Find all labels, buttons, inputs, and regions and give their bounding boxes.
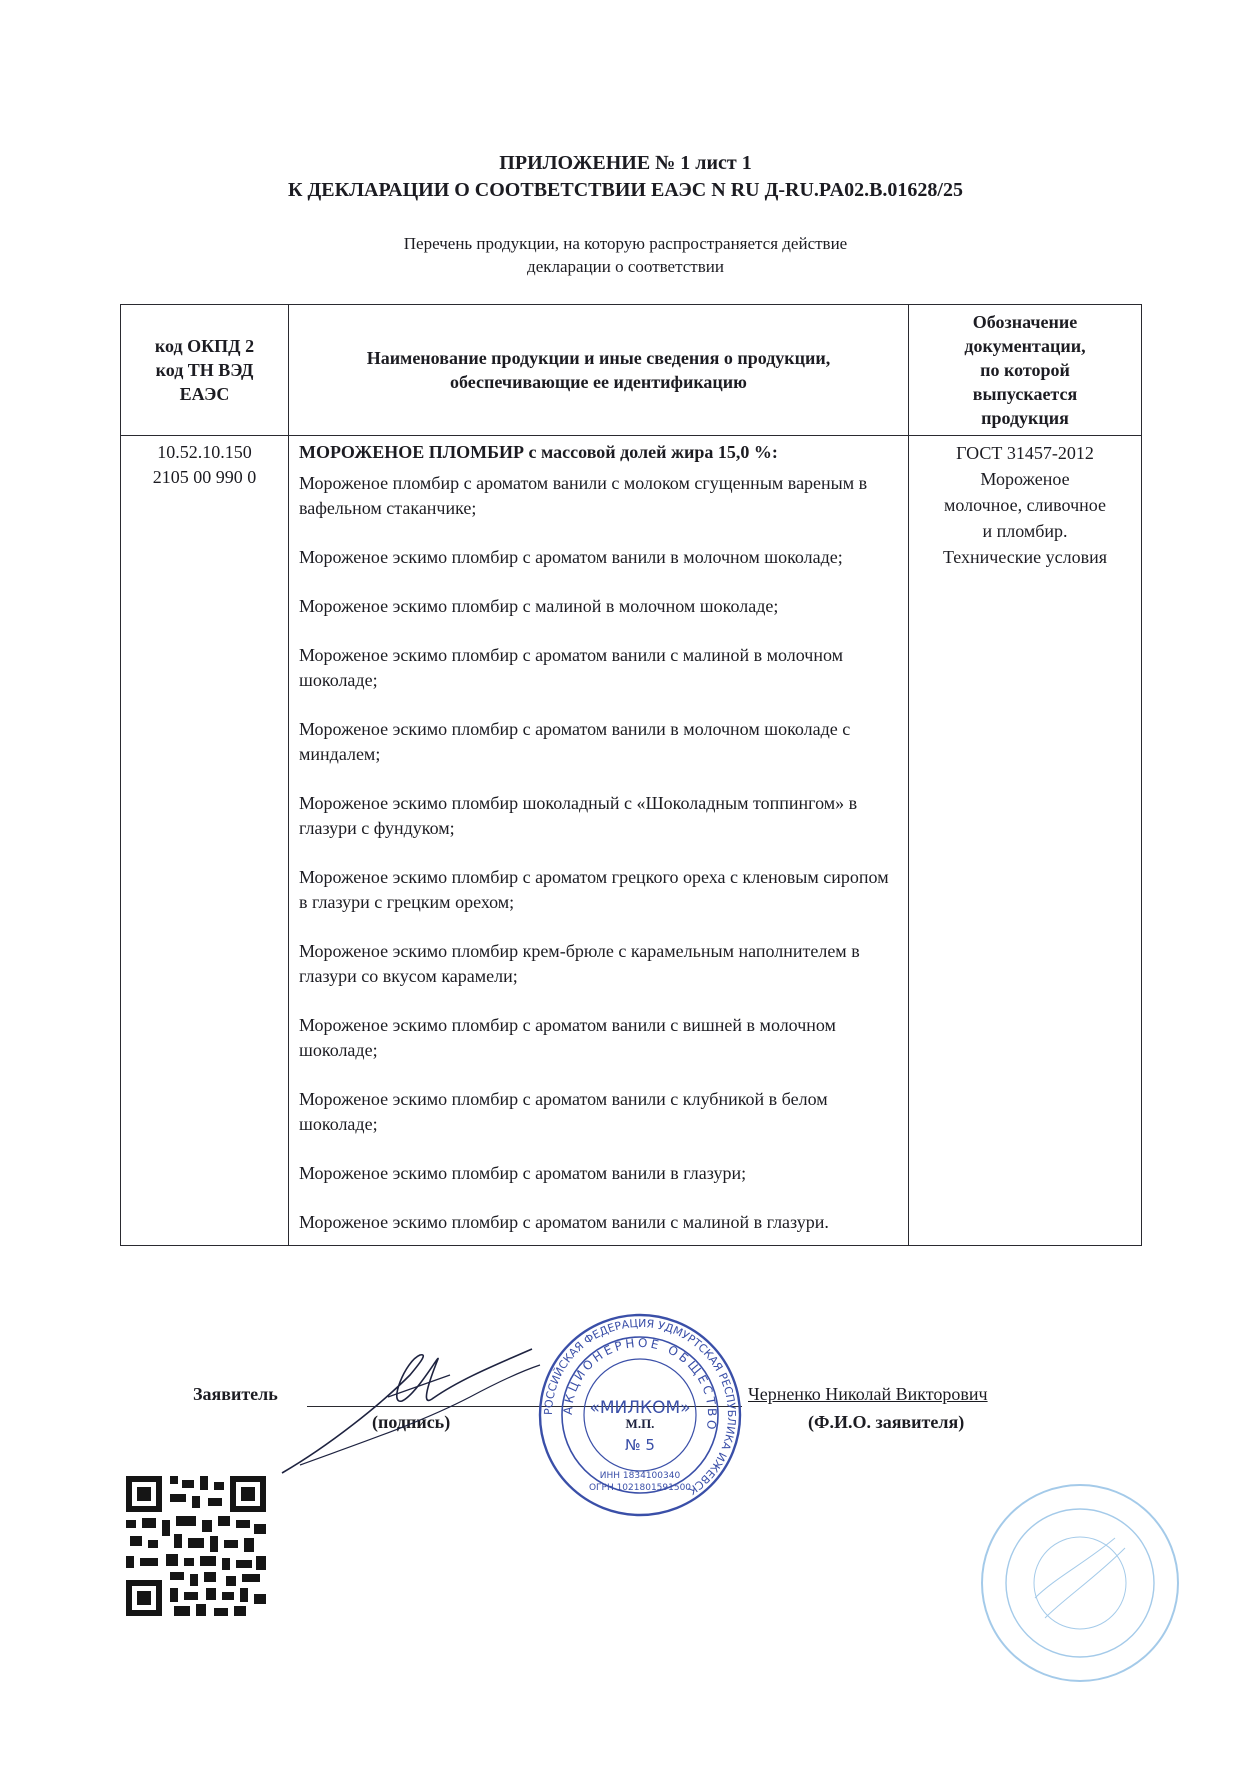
list-item: Мороженое эскимо пломбир с ароматом ванили в молочном шоколаде;	[299, 547, 843, 567]
doc-line: Технические условия	[942, 547, 1108, 567]
list-item: Мороженое эскимо пломбир с ароматом ванили в глазури;	[299, 1163, 747, 1183]
seal-outer-text: РОССИЙСКАЯ ФЕДЕРАЦИЯ УДМУРТСКАЯ РЕСПУБЛИКА ИЖЕВСК	[541, 1316, 739, 1498]
header-doc-line: выпускается	[972, 384, 1078, 404]
list-item: Мороженое эскимо пломбир с ароматом грецкого ореха с кленовым сиропом в глазури с грецким орехом;	[299, 867, 889, 912]
subtitle-line-2: декларации о соответствии	[527, 257, 724, 276]
header-product-name	[289, 305, 909, 436]
name-caption: (Ф.И.О. заявителя)	[808, 1412, 965, 1432]
doc-line: и пломбир.	[982, 521, 1068, 541]
product-names-cell	[289, 436, 909, 1246]
table-row	[121, 436, 1142, 1246]
qr-code	[126, 1476, 266, 1616]
table-header-row	[121, 305, 1142, 436]
handwritten-signature	[270, 1335, 550, 1485]
seal-company: «МИЛКОМ»	[589, 1398, 691, 1418]
doc-line: Мороженое	[980, 469, 1070, 489]
title-line-1: ПРИЛОЖЕНИЕ № 1 лист 1	[499, 152, 752, 174]
seal-number: № 5	[625, 1436, 655, 1454]
header-doc-line: Обозначение	[972, 312, 1078, 332]
seal-ogrn: ОГРН 1021801591500	[588, 1483, 692, 1493]
list-item: Мороженое эскимо пломбир шоколадный с «Шоколадным топпингом» в глазури с фундуком;	[299, 793, 858, 838]
applicant-name: Черненко Николай Викторович	[748, 1384, 988, 1404]
document-subtitle	[0, 232, 1251, 278]
subtitle-line-1: Перечень продукции, на которую распространяется действие	[403, 234, 848, 253]
doc-line: ГОСТ 31457-2012	[956, 443, 1094, 463]
signature-caption: (подпись)	[372, 1412, 451, 1432]
header-codes-line: ЕАЭС	[179, 384, 230, 404]
applicant-label: Заявитель	[193, 1384, 278, 1404]
company-seal	[535, 1310, 745, 1520]
list-item: Мороженое эскимо пломбир с ароматом ванили с вишней в молочном шоколаде;	[299, 1015, 836, 1060]
header-codes-line: код ТН ВЭД	[155, 360, 254, 380]
product-heading: МОРОЖЕНОЕ ПЛОМБИР с массовой долей жира 15,0 %:	[299, 442, 778, 462]
header-product-line: обеспечивающие ее идентификацию	[450, 372, 747, 392]
list-item: Мороженое эскимо пломбир с ароматом ванили с малиной в молочном шоколаде;	[299, 645, 843, 690]
registration-stamp	[975, 1478, 1185, 1688]
seal-ring-text: АКЦИОНЕРНОЕ ОБЩЕСТВО	[560, 1335, 720, 1434]
tnved-code: 2105 00 990 0	[152, 467, 257, 487]
list-item: Мороженое эскимо пломбир с ароматом ванили с клубникой в белом шоколаде;	[299, 1089, 828, 1134]
header-doc-line: документации,	[964, 336, 1086, 356]
doc-line: молочное, сливочное	[944, 495, 1106, 515]
header-doc-line: по которой	[980, 360, 1070, 380]
product-table	[120, 304, 1142, 1246]
list-item: Мороженое эскимо пломбир с малиной в молочном шоколаде;	[299, 596, 779, 616]
list-item: Мороженое эскимо пломбир с ароматом ванили с малиной в глазури.	[299, 1212, 829, 1232]
title-line-2: К ДЕКЛАРАЦИИ О СООТВЕТСТВИИ ЕАЭС N RU Д-RU.PA02.B.01628/25	[288, 179, 963, 201]
header-codes	[121, 305, 289, 436]
document-title	[0, 150, 1251, 204]
codes-cell	[121, 436, 289, 1246]
list-item: Мороженое эскимо пломбир крем-брюле с карамельным наполнителем в глазури со вкусом карамели;	[299, 941, 860, 986]
header-codes-line: код ОКПД 2	[154, 336, 255, 356]
list-item: Мороженое пломбир с ароматом ванили с молоком сгущенным вареным в вафельном стаканчике;	[299, 473, 868, 518]
okpd-code: 10.52.10.150	[157, 442, 252, 462]
header-documentation	[909, 305, 1142, 436]
list-item: Мороженое эскимо пломбир с ароматом ванили в молочном шоколаде с миндалем;	[299, 719, 851, 764]
seal-mp: М.П.	[625, 1416, 655, 1431]
seal-inn: ИНН 1834100340	[599, 1471, 681, 1481]
documentation-cell	[909, 436, 1142, 1246]
header-doc-line: продукция	[981, 408, 1069, 428]
header-product-line: Наименование продукции и иные сведения о продукции,	[366, 348, 831, 368]
